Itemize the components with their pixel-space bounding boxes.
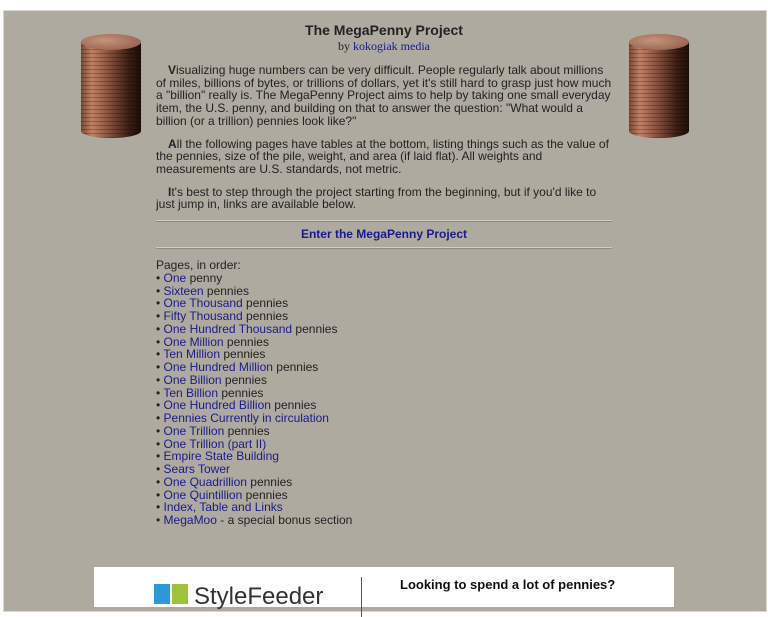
drop-letter: I [168, 184, 172, 199]
intro-paragraph [156, 186, 612, 211]
page-suffix: pennies [218, 385, 264, 400]
page-link[interactable]: One Thousand [163, 296, 243, 311]
ad-headline: Looking to spend a lot of pennies? [400, 577, 616, 592]
drop-letter: A [168, 136, 177, 151]
paragraph-text: ll the following pages have tables at the bottom, listing things such as the value of the pennies, size of the pile, weight, and area (if laid flat). All weights and measurements are U.S. standards, not metric. [156, 136, 609, 176]
bullet: • [156, 436, 164, 451]
page-link[interactable]: Fifty Thousand [163, 309, 243, 324]
ad-divider [361, 577, 362, 617]
penny-stack-image-left [81, 34, 141, 144]
page-link[interactable]: Empire State Building [163, 449, 279, 464]
ad-logo-text: StyleFeeder [194, 583, 324, 610]
advertisement-banner[interactable] [94, 567, 674, 610]
page-suffix: pennies [246, 474, 293, 489]
bullet: • [156, 500, 164, 515]
page-link[interactable]: One Hundred Billion [163, 398, 271, 413]
page-suffix: pennies [272, 360, 319, 375]
bullet: • [156, 309, 164, 324]
bullet: • [156, 283, 164, 298]
page-suffix: pennies [221, 372, 267, 387]
byline [156, 39, 612, 54]
page-title: The MegaPenny Project [305, 22, 463, 38]
stylefeeder-logo-icon [154, 584, 188, 608]
page-link[interactable]: One Trillion [163, 423, 225, 438]
page-link[interactable]: Ten Billion [163, 385, 219, 400]
bullet: • [156, 423, 164, 438]
bullet: • [156, 372, 164, 387]
page-suffix: pennies [292, 321, 338, 336]
bullet: • [156, 411, 164, 426]
page-link[interactable]: One Hundred Million [163, 360, 273, 375]
penny-stack-image-right [629, 34, 689, 144]
page-list-item [156, 514, 612, 527]
page-link[interactable]: One Quintillion [163, 487, 243, 502]
bullet: • [156, 270, 164, 285]
page-suffix: pennies [242, 309, 289, 324]
bullet: • [156, 296, 164, 311]
bullet: • [156, 513, 164, 528]
page-suffix: pennies [242, 296, 289, 311]
pages-list [156, 259, 612, 527]
enter-project-link[interactable]: Enter the MegaPenny Project [300, 227, 468, 242]
pages-label: Pages, in order: [156, 258, 241, 273]
paragraph-text: isualizing huge numbers can be very difficult. People regularly talk about millions of miles, billions of bytes, or trillions of dollars, yet it's still hard to grasp just how much a "billion" really is. The MegaPenny Project aims to help by taking one small everyday item, the U.S. penny, and building on that to answer the question: "What would a billion (or a trillion) pennies look like?" [156, 63, 612, 128]
page-suffix: - a special bonus section [216, 513, 353, 528]
page-link[interactable]: One Trillion (part II) [163, 436, 267, 451]
divider [156, 247, 612, 249]
paragraph-text: t's best to step through the project starting from the beginning, but if you'd like to just jump in, links are available below. [156, 184, 597, 212]
page-link[interactable]: Index, Table and Links [163, 500, 283, 515]
page-link[interactable]: Sixteen [163, 283, 204, 298]
author-link[interactable]: kokogiak media [353, 39, 430, 53]
page-suffix: pennies [223, 334, 269, 349]
page-link[interactable]: Pennies Currently in circulation [163, 411, 329, 426]
bullet: • [156, 347, 164, 362]
bullet: • [156, 360, 164, 375]
bullet: • [156, 462, 164, 477]
page-suffix: pennies [203, 283, 249, 298]
page-link[interactable]: One Million [163, 334, 224, 349]
main-content [156, 22, 612, 527]
page-suffix: pennies [220, 347, 266, 362]
page-suffix: penny [186, 270, 223, 285]
page-link[interactable]: One Quadrillion [163, 474, 247, 489]
intro-paragraph [156, 138, 612, 176]
byline-prefix: by [338, 39, 350, 53]
intro-paragraph [156, 64, 612, 128]
page-link[interactable]: MegaMoo [163, 513, 217, 528]
page-link[interactable]: Ten Million [163, 347, 221, 362]
drop-letter: V [168, 63, 177, 77]
bullet: • [156, 398, 164, 413]
page-link[interactable]: One Hundred Thousand [163, 321, 293, 336]
page-link[interactable]: One [163, 270, 187, 285]
bullet: • [156, 474, 164, 489]
page-link[interactable]: One Billion [163, 372, 222, 387]
bullet: • [156, 321, 164, 336]
page-link[interactable]: Sears Tower [163, 462, 231, 477]
bullet: • [156, 334, 164, 349]
bullet: • [156, 487, 164, 502]
page-suffix: pennies [270, 398, 317, 413]
page-suffix: pennies [224, 423, 270, 438]
bullet: • [156, 449, 164, 464]
page-suffix: pennies [242, 487, 288, 502]
bullet: • [156, 385, 164, 400]
